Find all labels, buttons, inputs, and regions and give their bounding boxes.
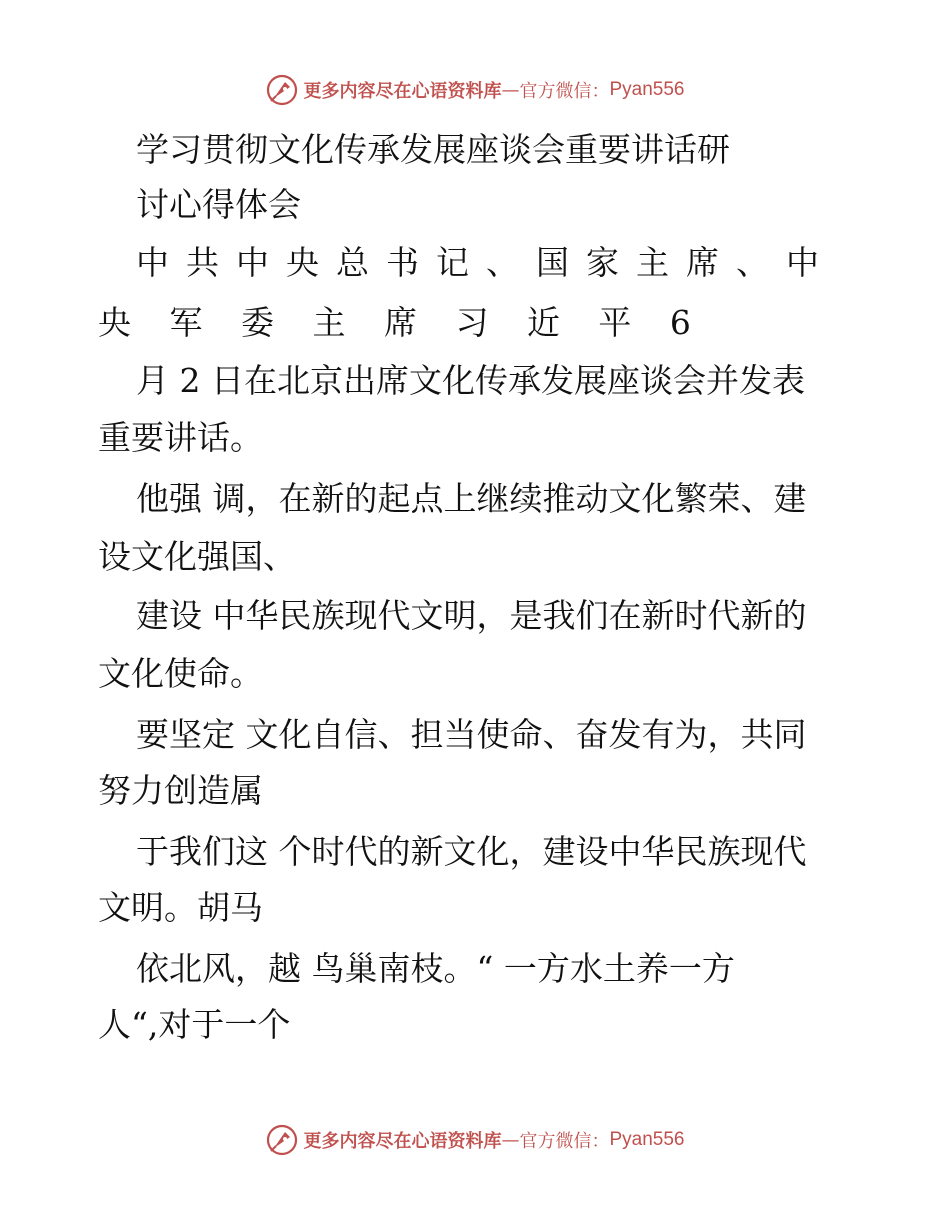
doc-line-14: 文明。胡马 [98, 888, 263, 927]
watermark-wechat-id: Pyan556 [609, 79, 685, 100]
doc-line-5: 月 2 日在北京出席文化传承发展座谈会并发表 [136, 361, 805, 400]
doc-line-9: 建设 中华民族现代文明，是我们在新时代新的 [136, 596, 807, 635]
doc-line-8: 设文化强国、 [98, 537, 296, 576]
doc-line-7: 他强 调，在新的起点上继续推动文化繁荣、建 [136, 479, 807, 518]
watermark-dash: — [501, 79, 520, 101]
watermark-dash: — [501, 1129, 520, 1151]
pen-nib-icon [265, 73, 299, 107]
doc-line-15: 依北风，越 鸟巢南枝。“ 一方水土养一方 [136, 949, 735, 988]
footer-watermark [0, 1120, 950, 1160]
watermark-wechat-id: Pyan556 [609, 1129, 685, 1150]
pen-nib-icon [265, 1123, 299, 1157]
doc-line-1: 学习贯彻文化传承发展座谈会重要讲话研 [136, 130, 730, 169]
header-watermark [0, 70, 950, 110]
watermark-official-label: 官方微信： [519, 81, 610, 102]
doc-line-4: 央 军 委 主 席 习 近 平 6 [98, 303, 705, 342]
doc-line-3: 中共中央总书记、国家主席、中 [136, 243, 836, 282]
watermark-name: 更多内容尽在心语资料库 [303, 81, 502, 102]
doc-line-2: 讨心得体会 [136, 185, 301, 224]
doc-line-13: 于我们这 个时代的新文化，建设中华民族现代 [136, 832, 807, 871]
watermark-official-label: 官方微信： [519, 1131, 610, 1152]
doc-line-6: 重要讲话。 [98, 418, 263, 457]
doc-line-12: 努力创造属 [98, 771, 263, 810]
doc-line-16: 人“,对于一个 [98, 1005, 291, 1044]
doc-line-11: 要坚定 文化自信、担当使命、奋发有为，共同 [136, 715, 807, 754]
doc-line-10: 文化使命。 [98, 654, 263, 693]
watermark-name: 更多内容尽在心语资料库 [303, 1131, 502, 1152]
